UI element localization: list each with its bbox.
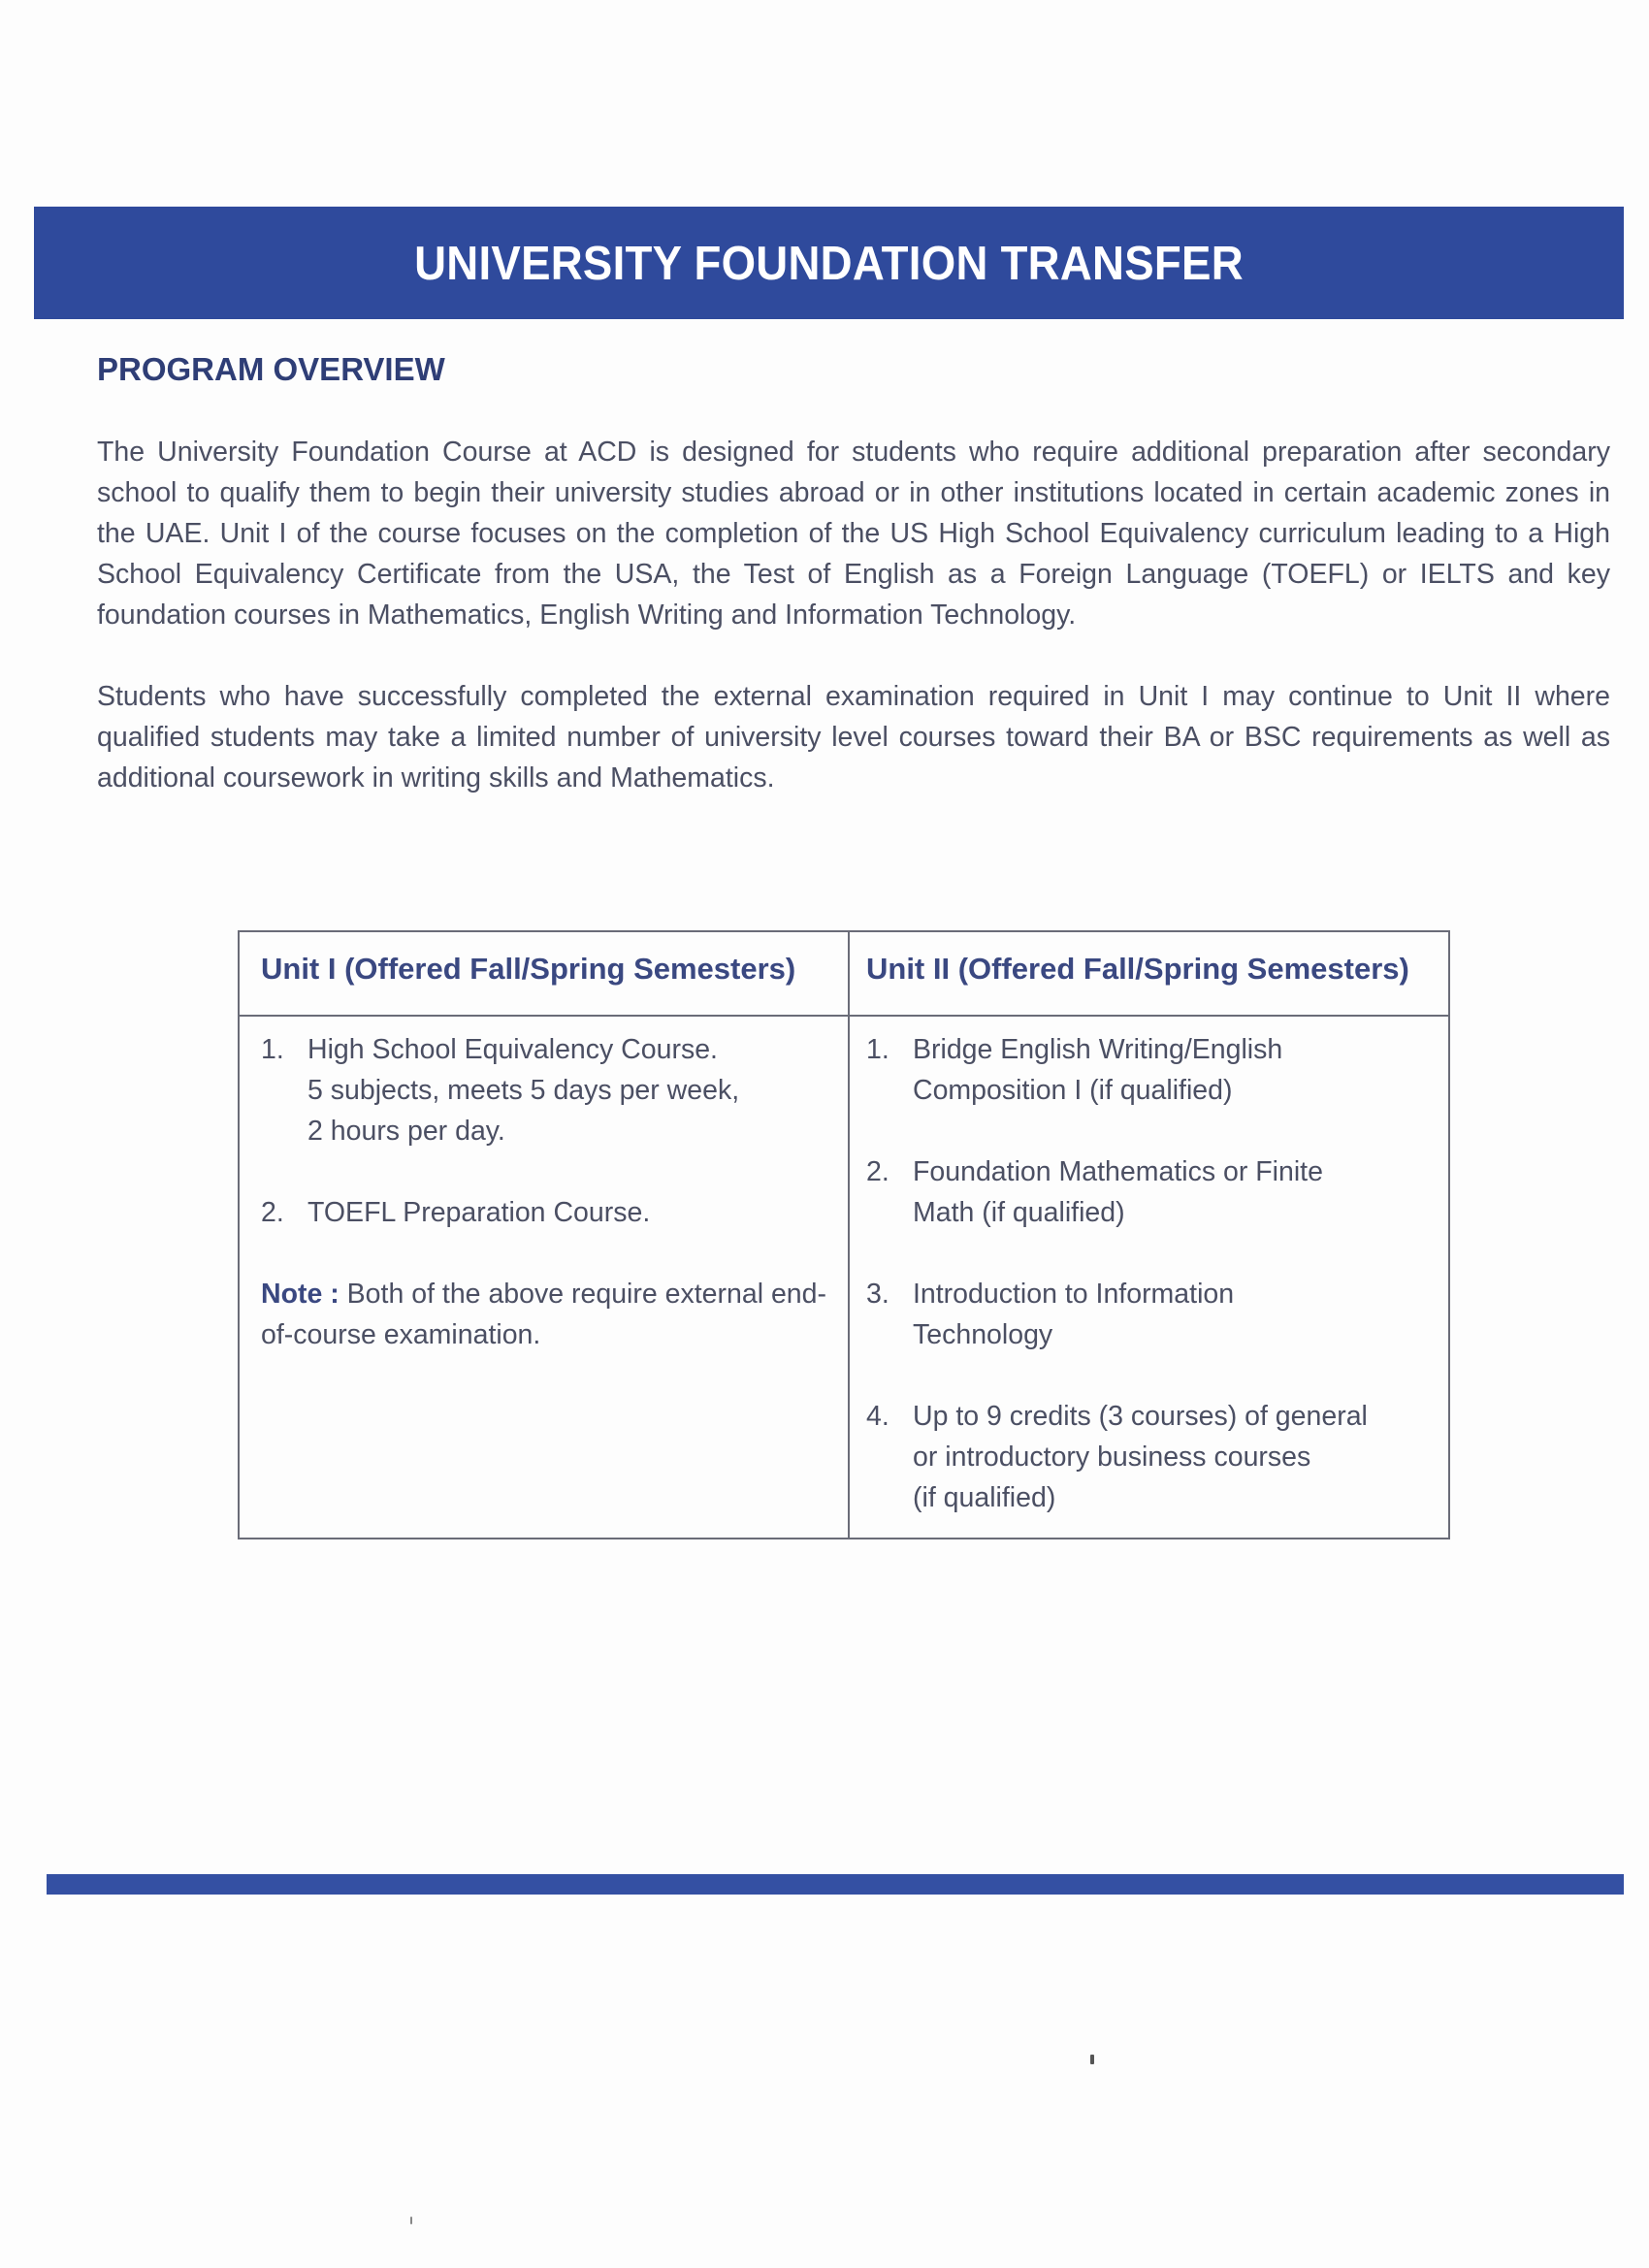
note-text: Both of the above require external end-of-course examination.	[261, 1279, 826, 1350]
list-item	[261, 1192, 833, 1233]
note	[261, 1274, 833, 1355]
column-divider	[848, 932, 850, 1538]
overview-paragraph: The University Foundation Course at ACD is designed for students who require additional preparation after secondary school to qualify them to begin their university studies abroad or in other institutions located in certain academic zones in the UAE. Unit I of the course focuses on the completion of the US High School Equivalency curriculum leading to a High School Equivalency Certificate from the USA, the Test of English as a Foreign Language (TOEFL) or IELTS and key foundation courses in Mathematics, English Writing and Information Technology.	[97, 437, 1610, 631]
note-label: Note :	[261, 1279, 340, 1310]
list-item	[866, 1029, 1439, 1111]
list-item-line: Composition I (if qualified)	[913, 1075, 1233, 1106]
list-item	[866, 1396, 1439, 1518]
list-item-line: Foundation Mathematics or Finite	[913, 1156, 1323, 1187]
list-item-line: or introductory business courses	[913, 1442, 1311, 1473]
scan-speck	[410, 2217, 412, 2224]
list-item-number: 3.	[866, 1279, 889, 1310]
overview-paragraph: Students who have successfully completed the external examination required in Unit I may continue to Unit II where qualified students may take a limited number of university level courses toward their BA or BSC requirements as well as additional coursework in writing skills and Mathematics.	[97, 681, 1610, 794]
list-item-number: 1.	[261, 1034, 284, 1065]
list-item-line: Introduction to Information	[913, 1279, 1235, 1310]
document-title: UNIVERSITY FOUNDATION TRANSFER	[414, 238, 1244, 290]
scan-speck	[1090, 2055, 1094, 2064]
list-item-line: 2 hours per day.	[307, 1116, 505, 1147]
units-table	[238, 930, 1450, 1539]
footer-bar	[47, 1874, 1624, 1895]
title-banner	[34, 207, 1624, 319]
list-item-line: 5 subjects, meets 5 days per week,	[307, 1075, 740, 1106]
list-item-number: 2.	[261, 1197, 284, 1228]
list-item	[866, 1274, 1439, 1355]
unit-2-column	[866, 1029, 1439, 1559]
list-item-line: Math (if qualified)	[913, 1197, 1125, 1228]
list-item-line: Technology	[913, 1319, 1053, 1350]
list-item-line: Up to 9 credits (3 courses) of general	[913, 1401, 1368, 1432]
list-item-number: 2.	[866, 1156, 889, 1187]
header-divider	[240, 1015, 1448, 1017]
list-item-line: TOEFL Preparation Course.	[307, 1197, 651, 1228]
list-item-line: High School Equivalency Course.	[307, 1034, 718, 1065]
list-item-number: 4.	[866, 1401, 889, 1432]
list-item-number: 1.	[866, 1034, 889, 1065]
list-item-line: Bridge English Writing/English	[913, 1034, 1283, 1065]
list-item	[261, 1029, 833, 1151]
column-header-unit-2: Unit II (Offered Fall/Spring Semesters)	[866, 952, 1409, 986]
unit-1-column	[261, 1029, 833, 1355]
list-item	[866, 1151, 1439, 1233]
column-header-unit-1: Unit I (Offered Fall/Spring Semesters)	[261, 952, 796, 986]
list-item-line: (if qualified)	[913, 1482, 1056, 1513]
section-heading-program-overview: PROGRAM OVERVIEW	[97, 351, 445, 387]
